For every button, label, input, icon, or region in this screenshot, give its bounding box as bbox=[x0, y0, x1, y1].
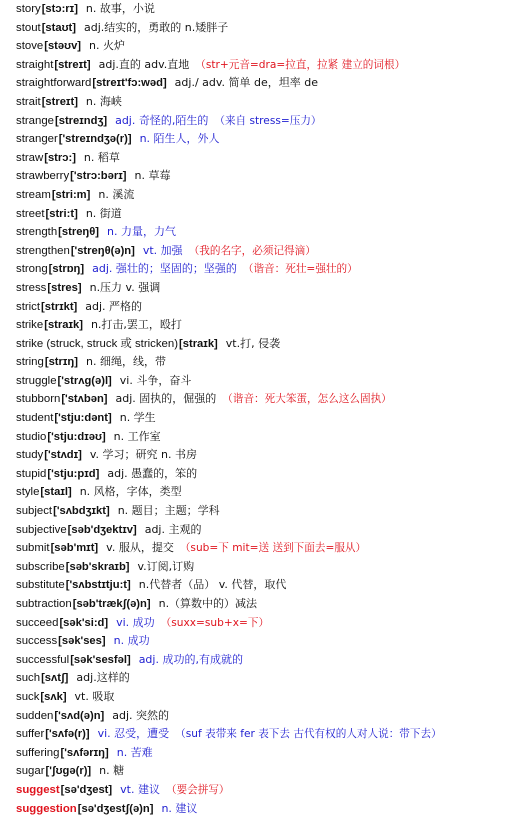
entry-phonetic: [stɔ:rɪ] bbox=[41, 3, 78, 15]
entry-phonetic: [streɪt] bbox=[54, 58, 91, 71]
entry-definition: n. 街道 bbox=[85, 206, 122, 220]
entry-word: strike bbox=[16, 319, 44, 332]
entry-word: struggle bbox=[16, 374, 57, 387]
entry-definition: adj./ adv. 简单 de，坦率 de bbox=[174, 76, 319, 90]
entry-definition: vt.打, 侵袭 bbox=[225, 336, 281, 350]
entry-word: suffering bbox=[16, 746, 60, 759]
entry-mnemonic-note: （要会拼写） bbox=[165, 783, 230, 796]
vocab-entry bbox=[16, 390, 510, 409]
entry-definition: n.压力 v. 强调 bbox=[89, 280, 161, 294]
entry-phonetic: [staʊt] bbox=[41, 21, 76, 34]
entry-mnemonic-note: （谐音：死大笨蛋，怎么这么固执） bbox=[222, 393, 392, 406]
entry-phonetic: ['streŋθ(ə)n] bbox=[70, 244, 135, 257]
vocab-entry bbox=[16, 781, 510, 800]
entry-definition: n.代替者（品） v. 代替，取代 bbox=[138, 578, 287, 592]
entry-definition: vi. 斗争，奋斗 bbox=[119, 373, 192, 387]
entry-word: success bbox=[16, 635, 58, 648]
entry-word: succeed bbox=[16, 616, 59, 629]
entry-word: such bbox=[16, 672, 41, 685]
entry-word: subtraction bbox=[16, 598, 72, 610]
entry-word: style bbox=[16, 486, 40, 499]
entry-word: stout bbox=[16, 21, 41, 34]
vocab-entry bbox=[16, 800, 510, 819]
entry-mnemonic-note: （suf 表带来 fer 表下去 古代有权的人对人说：带下去） bbox=[175, 728, 442, 741]
entry-word: subjective bbox=[16, 523, 67, 536]
entry-word: stranger bbox=[16, 133, 58, 146]
vocab-entry bbox=[16, 521, 510, 540]
entry-word: sudden bbox=[16, 709, 54, 722]
entry-phonetic: [səb'mɪt] bbox=[50, 542, 99, 555]
entry-definition: adj.这样的 bbox=[76, 671, 130, 685]
vocab-entry bbox=[16, 93, 510, 112]
vocab-entry bbox=[16, 446, 510, 465]
entry-definition: adj.直的 adv.直地 bbox=[98, 57, 190, 71]
vocab-entry bbox=[16, 335, 510, 354]
entry-phonetic: [stres] bbox=[47, 281, 82, 294]
entry-definition: n. 建议 bbox=[161, 801, 198, 815]
entry-phonetic: ['strɔ:bərɪ] bbox=[70, 170, 127, 183]
vocab-entry bbox=[16, 0, 510, 19]
entry-word: suggestion bbox=[16, 802, 77, 815]
entry-definition: adj. 严格的 bbox=[85, 299, 143, 313]
entry-word: story bbox=[16, 3, 41, 15]
vocab-entry bbox=[16, 167, 510, 186]
entry-word: sugar bbox=[16, 765, 45, 778]
vocab-entry bbox=[16, 19, 510, 38]
entry-definition: n. 成功 bbox=[113, 634, 150, 648]
vocab-entry bbox=[16, 614, 510, 633]
entry-definition: n. 故事，小说 bbox=[85, 2, 155, 15]
entry-word: stupid bbox=[16, 467, 47, 480]
vocab-entry bbox=[16, 502, 510, 521]
entry-definition: adj. 成功的,有成就的 bbox=[138, 652, 243, 666]
entry-phonetic: ['stʌdɪ] bbox=[44, 449, 82, 462]
vocab-entry bbox=[16, 558, 510, 577]
vocab-entry bbox=[16, 576, 510, 595]
vocab-entry bbox=[16, 74, 510, 93]
vocab-entry bbox=[16, 316, 510, 335]
entry-definition: adj. 主观的 bbox=[144, 522, 202, 536]
entry-definition: vi. 忍受，遭受 bbox=[97, 727, 170, 741]
entry-phonetic: [strɪkt] bbox=[41, 300, 78, 313]
vocab-entry bbox=[16, 428, 510, 447]
vocab-entry bbox=[16, 669, 510, 688]
entry-phonetic: ['sʌfə(r)] bbox=[45, 728, 90, 741]
entry-definition: n.打击,罢工，殴打 bbox=[90, 318, 182, 332]
entry-definition: v. 服从，提交 bbox=[106, 541, 174, 555]
vocab-entry bbox=[16, 56, 510, 75]
entry-definition: n. 溪流 bbox=[98, 187, 135, 201]
entry-word: straight bbox=[16, 58, 54, 71]
entry-phonetic: ['sʌbstɪtju:t] bbox=[65, 579, 131, 592]
entry-phonetic: [stri:t] bbox=[45, 207, 78, 220]
entry-definition: n. 学生 bbox=[119, 411, 156, 425]
entry-definition: n. 风格，字体，类型 bbox=[79, 485, 182, 499]
entry-word: street bbox=[16, 207, 45, 220]
vocab-entry bbox=[16, 223, 510, 242]
entry-word: student bbox=[16, 412, 54, 425]
entry-word: strawberry bbox=[16, 170, 70, 183]
entry-word: strange bbox=[16, 114, 54, 127]
entry-definition: n. 力量，力气 bbox=[107, 225, 176, 239]
entry-definition: vt. 建议 bbox=[120, 782, 160, 796]
entry-word: straw bbox=[16, 151, 44, 164]
entry-definition: n.（算数中的）减法 bbox=[158, 597, 258, 610]
entry-mnemonic-note: （sub=下 mit=送 送到下面去=服从） bbox=[179, 542, 367, 555]
entry-phonetic: [sʌk] bbox=[40, 690, 67, 703]
entry-word: string bbox=[16, 356, 44, 369]
entry-definition: adj.结实的，勇敢的 n.矮胖子 bbox=[84, 20, 229, 34]
entry-word: subject bbox=[16, 505, 53, 518]
vocab-entry bbox=[16, 130, 510, 149]
entry-phonetic: [straɪk] bbox=[179, 337, 218, 350]
entry-phonetic: ['sʌfərɪŋ] bbox=[60, 746, 109, 759]
entry-phonetic: [strɔ:] bbox=[44, 151, 76, 164]
entry-word: strict bbox=[16, 300, 41, 313]
entry-definition: vt. 加强 bbox=[142, 243, 183, 257]
entry-definition: adj. 突然的 bbox=[112, 708, 170, 722]
entry-word: stream bbox=[16, 188, 51, 201]
vocab-entry bbox=[16, 186, 510, 205]
entry-word: submit bbox=[16, 542, 50, 555]
entry-phonetic: [strɪŋ] bbox=[44, 356, 78, 369]
entry-definition: vi. 成功 bbox=[116, 615, 155, 629]
entry-phonetic: [streɪt] bbox=[41, 95, 78, 108]
vocab-entry bbox=[16, 632, 510, 651]
entry-mnemonic-note: （来自 stress=压力） bbox=[214, 114, 322, 127]
vocab-entry bbox=[16, 595, 510, 614]
entry-word: study bbox=[16, 449, 44, 462]
entry-definition: adj. 强壮的；坚固的；坚强的 bbox=[92, 262, 237, 276]
vocab-entry bbox=[16, 744, 510, 763]
entry-phonetic: [straɪk] bbox=[44, 319, 83, 332]
entry-phonetic: [streɪndʒ] bbox=[55, 114, 108, 127]
vocab-entry bbox=[16, 353, 510, 372]
entry-word: strike (struck, struck 或 stricken) bbox=[16, 337, 179, 350]
entry-phonetic: [sək'si:d] bbox=[59, 616, 109, 629]
entry-phonetic: [strɒŋ] bbox=[48, 263, 85, 276]
entry-phonetic: ['stju:dɪəʊ] bbox=[47, 430, 106, 443]
vocab-entry bbox=[16, 37, 510, 56]
entry-word: successful bbox=[16, 653, 70, 666]
entry-word: strength bbox=[16, 226, 58, 239]
entry-phonetic: ['stju:pɪd] bbox=[47, 467, 100, 480]
vocab-entry bbox=[16, 149, 510, 168]
entry-word: stove bbox=[16, 40, 44, 53]
vocab-entry bbox=[16, 260, 510, 279]
entry-phonetic: [stri:m] bbox=[51, 188, 91, 201]
entry-word: suffer bbox=[16, 728, 45, 741]
entry-phonetic: [staɪl] bbox=[40, 486, 72, 499]
entry-phonetic: [streŋθ] bbox=[58, 226, 100, 239]
entry-phonetic: ['stʌbən] bbox=[61, 393, 108, 406]
entry-phonetic: ['stju:dənt] bbox=[54, 412, 112, 425]
entry-word: strait bbox=[16, 95, 41, 108]
entry-definition: n. 工作室 bbox=[113, 429, 161, 443]
entry-phonetic: [səb'trækʃ(ə)n] bbox=[72, 598, 151, 610]
entry-definition: n. 陌生人，外人 bbox=[139, 132, 220, 146]
entry-word: suck bbox=[16, 690, 40, 703]
vocab-entry bbox=[16, 465, 510, 484]
vocab-entry bbox=[16, 205, 510, 224]
entry-word: subscribe bbox=[16, 560, 65, 573]
entry-phonetic: [stəʊv] bbox=[44, 40, 82, 53]
entry-phonetic: ['sʌbdʒɪkt] bbox=[53, 505, 110, 518]
entry-phonetic: [streɪt'fɔ:wəd] bbox=[92, 77, 167, 90]
vocab-entry bbox=[16, 725, 510, 744]
entry-phonetic: ['ʃʊɡə(r)] bbox=[45, 765, 92, 778]
entry-definition: n. 苦难 bbox=[116, 745, 153, 759]
entry-phonetic: [sʌtʃ] bbox=[41, 672, 69, 685]
entry-word: straightforward bbox=[16, 77, 92, 90]
vocab-entry bbox=[16, 242, 510, 261]
entry-definition: n. 稻草 bbox=[83, 150, 120, 164]
entry-phonetic: [sə'dʒest] bbox=[60, 783, 113, 796]
entry-word: stubborn bbox=[16, 393, 61, 406]
entry-phonetic: [sə'dʒestʃ(ə)n] bbox=[77, 802, 154, 815]
vocab-entry bbox=[16, 298, 510, 317]
entry-definition: n. 火炉 bbox=[89, 39, 125, 53]
entry-definition: adj. 奇怪的,陌生的 bbox=[115, 113, 209, 127]
vocab-entry bbox=[16, 707, 510, 726]
vocab-entry bbox=[16, 279, 510, 298]
entry-word: strong bbox=[16, 263, 48, 276]
entry-definition: v. 学习；研究 n. 书房 bbox=[89, 448, 198, 462]
entry-phonetic: ['streɪndʒə(r)] bbox=[58, 133, 132, 146]
entry-phonetic: ['strʌɡ(ə)l] bbox=[57, 374, 112, 387]
entry-definition: adj. 愚蠢的，笨的 bbox=[107, 466, 198, 480]
entry-definition: n. 糖 bbox=[99, 764, 125, 778]
vocabulary-list bbox=[16, 0, 510, 818]
entry-definition: n. 细绳，线，带 bbox=[85, 355, 166, 369]
entry-mnemonic-note: （str+元音=dra=拉直，拉紧 建立的词根） bbox=[195, 58, 406, 71]
entry-word: suggest bbox=[16, 783, 60, 796]
entry-definition: adj. 固执的，倔强的 bbox=[115, 392, 217, 406]
entry-phonetic: [səb'skraɪb] bbox=[65, 560, 130, 573]
vocab-entry bbox=[16, 112, 510, 131]
entry-definition: n. 草莓 bbox=[134, 169, 171, 183]
entry-phonetic: [səb'dʒektɪv] bbox=[67, 523, 137, 536]
vocab-entry bbox=[16, 651, 510, 670]
entry-mnemonic-note: （我的名字，必须记得滴） bbox=[188, 244, 316, 257]
entry-phonetic: [sək'sesfəl] bbox=[70, 653, 131, 666]
entry-word: strengthen bbox=[16, 244, 70, 257]
entry-mnemonic-note: （谐音：死壮=强壮的） bbox=[242, 263, 358, 276]
entry-definition: n. 海峡 bbox=[85, 94, 122, 108]
entry-word: substitute bbox=[16, 579, 65, 592]
entry-phonetic: [sək'ses] bbox=[58, 635, 106, 648]
entry-word: studio bbox=[16, 430, 47, 443]
vocab-entry bbox=[16, 409, 510, 428]
vocab-entry bbox=[16, 688, 510, 707]
vocab-entry bbox=[16, 762, 510, 781]
vocab-entry bbox=[16, 539, 510, 558]
entry-definition: v.订阅,订购 bbox=[137, 559, 195, 573]
entry-mnemonic-note: （suxx=sub+x=下） bbox=[160, 616, 270, 629]
entry-definition: vt. 吸取 bbox=[74, 689, 115, 703]
entry-definition: n. 题目；主题；学科 bbox=[117, 504, 220, 518]
entry-phonetic: ['sʌd(ə)n] bbox=[54, 709, 105, 722]
vocab-entry bbox=[16, 372, 510, 391]
entry-word: stress bbox=[16, 281, 47, 294]
vocab-entry bbox=[16, 483, 510, 502]
